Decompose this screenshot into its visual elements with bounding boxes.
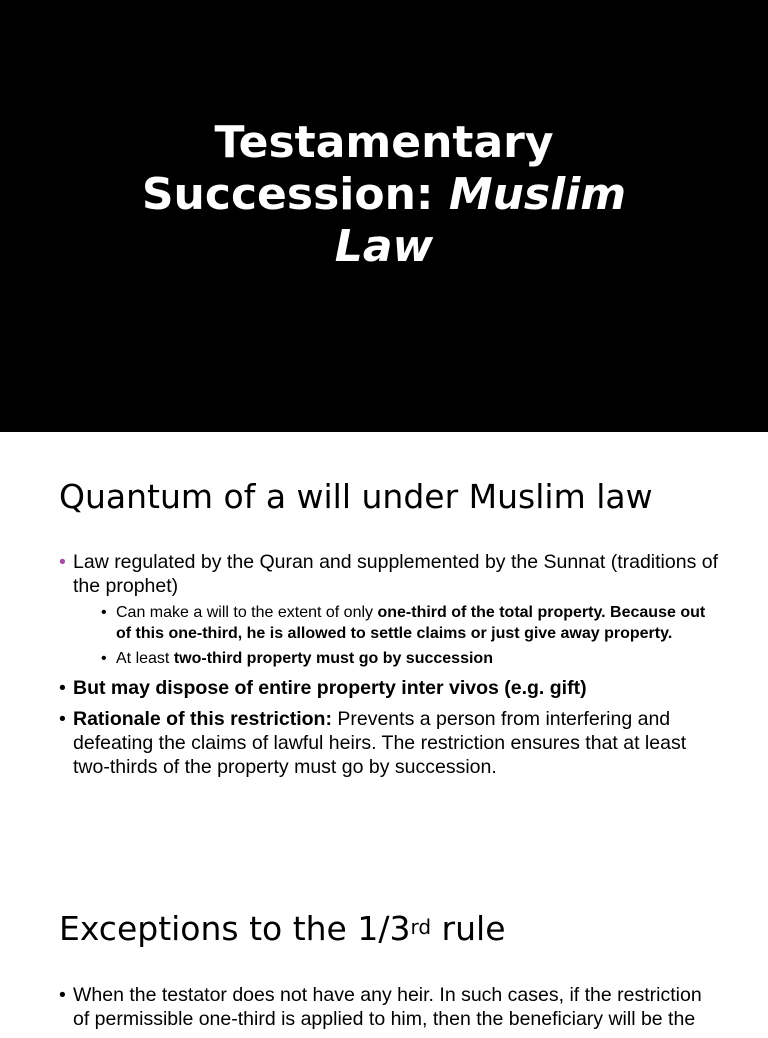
slide-title	[0, 117, 768, 273]
content-slide	[0, 433, 768, 1030]
title-line-1: Testamentary	[214, 117, 554, 168]
bullet-dot: •	[59, 551, 66, 573]
bullet-text-bold: two-third property must go by succession	[173, 650, 493, 667]
bullet-list-quantum	[59, 550, 719, 786]
list-item	[59, 676, 719, 700]
list-item	[59, 707, 719, 779]
bullet-text: Law regulated by the Quran and supplemented by the Sunnat (traditions of the prophet)	[73, 551, 719, 597]
title-plain: Succession:	[141, 169, 449, 220]
heading-text: Exceptions to the 1/3	[59, 909, 411, 948]
bullet-text-bold: Rationale of this restriction:	[73, 708, 332, 730]
bullet-text-bold: one-third of the total property. Because out of this one-third, he is allowed to settle claims or just give away property.	[116, 604, 706, 642]
sub-list-item	[73, 648, 719, 669]
title-slide	[0, 0, 768, 432]
list-item	[59, 550, 719, 669]
section-heading-exceptions	[59, 909, 506, 949]
bullet-text: When the testator does not have any heir. In such cases, if the restriction of permissible one-third is applied to him, then the beneficiary will be the	[73, 984, 702, 1030]
title-line-3	[0, 221, 768, 273]
bullet-dot: •	[59, 708, 66, 730]
sub-list-item	[73, 602, 719, 644]
heading-text-end: rule	[431, 909, 506, 948]
bullet-dot: •	[101, 604, 107, 621]
section-heading-quantum: Quantum of a will under Muslim law	[59, 477, 653, 516]
heading-superscript: rd	[410, 915, 432, 939]
bullet-dot: •	[101, 650, 107, 667]
bullet-text: At least	[116, 650, 174, 667]
title-italic: Muslim	[448, 169, 627, 220]
bullet-text-bold: But may dispose of entire property inter vivos (e.g. gift)	[73, 677, 587, 699]
title-line-2	[0, 169, 768, 221]
bullet-text: Can make a will to the extent of only	[116, 604, 378, 621]
bullet-text: Prevents a person from interfering and defeating the claims of lawful heirs. The restriction ensures that at least two-thirds of the property must go by succession.	[73, 708, 687, 778]
title-italic-2: Law	[334, 221, 434, 272]
bullet-dot: •	[59, 677, 66, 699]
bullet-list-exceptions	[59, 983, 719, 1038]
bullet-dot: •	[59, 984, 66, 1006]
